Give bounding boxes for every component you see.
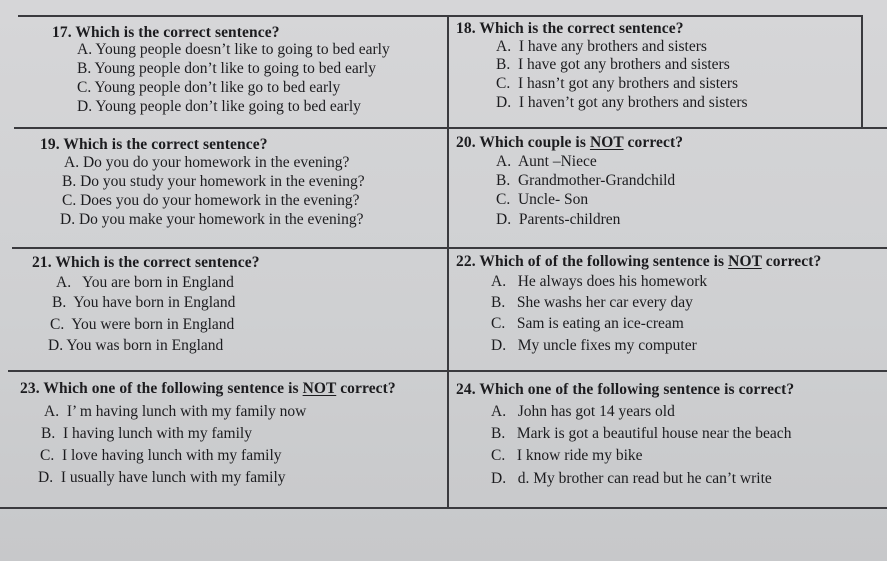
- question-18-stem: [456, 20, 684, 38]
- option-text: I love having lunch with my family: [61, 447, 282, 464]
- question-24-option-d: [491, 470, 772, 488]
- option-letter: D.: [491, 337, 507, 354]
- question-number: 24.: [456, 381, 476, 398]
- question-21-option-c: [50, 316, 234, 334]
- question-18-option-d: [496, 94, 748, 112]
- option-letter: C.: [491, 447, 506, 464]
- question-17-stem: [52, 24, 280, 42]
- option-text: I haven’t got any brothers and sisters: [518, 94, 748, 111]
- question-number: 20.: [456, 134, 476, 151]
- option-letter: B.: [491, 294, 506, 311]
- question-text-end: correct?: [623, 134, 684, 151]
- question-19-stem: [40, 136, 268, 154]
- question-text-end: correct?: [336, 380, 396, 397]
- question-text: Which couple is: [479, 134, 590, 151]
- question-17-option-b: [77, 60, 376, 78]
- question-21-option-b: [52, 294, 235, 312]
- option-text: I hasn’t got any brothers and sisters: [517, 75, 739, 92]
- option-letter: B.: [496, 172, 511, 189]
- option-text: He always does his homework: [517, 273, 708, 290]
- question-number: 21.: [32, 254, 52, 271]
- question-text: Which is the correct sentence?: [55, 254, 260, 271]
- option-text: I have got any brothers and sisters: [517, 56, 730, 73]
- question-number: 18.: [456, 20, 476, 37]
- question-17-option-d: [77, 98, 361, 116]
- option-letter: B.: [491, 425, 506, 442]
- question-text: Which of of the following sentence is: [479, 253, 729, 270]
- option-letter: C.: [40, 447, 55, 464]
- question-24-option-a: [491, 403, 675, 421]
- question-21-stem: [32, 254, 260, 272]
- option-text: Young people don’t like going to bed early: [95, 98, 361, 115]
- option-letter: A.: [64, 154, 80, 171]
- table-top-border: [18, 15, 862, 17]
- option-letter: A.: [77, 41, 93, 58]
- option-text: Young people don’t like to going to bed early: [94, 60, 376, 77]
- question-number: 23.: [20, 380, 40, 397]
- question-20-option-a: [496, 153, 597, 171]
- option-letter: C.: [50, 316, 65, 333]
- option-text: Do you make your homework in the evening?: [78, 211, 364, 228]
- question-22-option-b: [491, 294, 693, 312]
- option-letter: A.: [56, 274, 72, 291]
- option-letter: A.: [44, 403, 60, 420]
- question-21-option-a: [56, 274, 234, 292]
- question-text: Which is the correct sentence?: [479, 20, 684, 37]
- question-text: Which one of the following sentence is: [43, 380, 303, 397]
- option-text: You have born in England: [73, 294, 236, 311]
- option-letter: D.: [496, 94, 512, 111]
- question-23-option-a: [44, 403, 306, 421]
- row-divider-2: [12, 247, 887, 249]
- option-letter: D.: [60, 211, 76, 228]
- option-text: Grandmother-Grandchild: [517, 172, 676, 189]
- question-text: Which one of the following sentence is correct?: [479, 381, 795, 398]
- option-letter: B.: [496, 56, 511, 73]
- option-letter: A.: [496, 38, 512, 55]
- question-18-option-b: [496, 56, 730, 74]
- option-letter: D.: [491, 470, 507, 487]
- option-letter: C.: [77, 79, 92, 96]
- option-text: I having lunch with my family: [62, 425, 252, 442]
- option-letter: C.: [496, 75, 511, 92]
- option-text: Do you do your homework in the evening?: [82, 154, 350, 171]
- question-19-option-a: [64, 154, 349, 172]
- option-text: Do you study your homework in the evening?: [80, 173, 365, 190]
- option-letter: A.: [491, 273, 507, 290]
- option-text: Mark is got a beautiful house near the beach: [516, 425, 792, 442]
- option-text: Aunt –Niece: [517, 153, 597, 170]
- question-23-option-c: [40, 447, 282, 465]
- option-text: Sam is eating an ice-cream: [516, 315, 684, 332]
- row-divider-1: [14, 127, 887, 129]
- question-19-option-b: [62, 173, 365, 191]
- table-bottom-border: [0, 507, 887, 509]
- question-22-option-c: [491, 315, 684, 333]
- option-text: Young people don’t like go to bed early: [94, 79, 341, 96]
- option-letter: B.: [77, 60, 92, 77]
- option-letter: D.: [496, 211, 512, 228]
- table-right-border: [861, 15, 863, 128]
- option-text: You are born in England: [82, 274, 234, 291]
- question-17-option-a: [77, 41, 390, 59]
- question-22-stem: [456, 253, 821, 271]
- option-text: I usually have lunch with my family: [60, 469, 286, 486]
- option-letter: D.: [48, 337, 64, 354]
- option-letter: A.: [491, 403, 507, 420]
- question-number: 19.: [40, 136, 60, 153]
- option-text: Young people doesn’t like to going to bed early: [95, 41, 390, 58]
- question-20-option-b: [496, 172, 675, 190]
- question-19-option-d: [60, 211, 363, 229]
- option-text: My uncle fixes my computer: [517, 337, 697, 354]
- question-text: Which is the correct sentence?: [75, 24, 280, 41]
- option-letter: C.: [491, 315, 506, 332]
- emphasis-not: NOT: [728, 253, 762, 270]
- option-text: I’ m having lunch with my family now: [66, 403, 307, 420]
- option-text: I know ride my bike: [516, 447, 643, 464]
- option-text: John has got 14 years old: [517, 403, 675, 420]
- question-22-option-d: [491, 337, 697, 355]
- question-24-option-c: [491, 447, 643, 465]
- emphasis-not: NOT: [302, 380, 337, 397]
- column-divider: [447, 15, 449, 508]
- option-text: Uncle- Son: [517, 191, 589, 208]
- question-20-option-c: [496, 191, 588, 209]
- question-17-option-c: [77, 79, 340, 97]
- option-letter: B.: [62, 173, 77, 190]
- option-text: You were born in England: [71, 316, 235, 333]
- question-20-stem: [456, 134, 683, 152]
- option-letter: D.: [77, 98, 93, 115]
- emphasis-not: NOT: [589, 134, 624, 151]
- question-21-option-d: [48, 337, 223, 355]
- option-letter: D.: [38, 469, 54, 486]
- option-text: She washs her car every day: [516, 294, 693, 311]
- option-letter: C.: [62, 192, 77, 209]
- question-19-option-c: [62, 192, 359, 210]
- option-text: d. My brother can read but he can’t write: [517, 470, 772, 487]
- question-23-option-b: [41, 425, 252, 443]
- question-23-stem: [20, 380, 396, 398]
- question-number: 22.: [456, 253, 476, 270]
- option-text: You was born in England: [66, 337, 224, 354]
- question-22-option-a: [491, 273, 707, 291]
- option-text: Parents-children: [518, 211, 621, 228]
- question-24-stem: [456, 381, 794, 399]
- option-letter: B.: [41, 425, 56, 442]
- question-18-option-a: [496, 38, 707, 56]
- option-letter: A.: [496, 153, 512, 170]
- question-text-end: correct?: [761, 253, 822, 270]
- question-18-option-c: [496, 75, 738, 93]
- question-text: Which is the correct sentence?: [63, 136, 268, 153]
- option-text: I have any brothers and sisters: [518, 38, 707, 55]
- option-letter: C.: [496, 191, 511, 208]
- question-number: 17.: [52, 24, 72, 41]
- question-23-option-d: [38, 469, 286, 487]
- question-20-option-d: [496, 211, 620, 229]
- question-24-option-b: [491, 425, 791, 443]
- option-text: Does you do your homework in the evening?: [80, 192, 360, 209]
- option-letter: B.: [52, 294, 67, 311]
